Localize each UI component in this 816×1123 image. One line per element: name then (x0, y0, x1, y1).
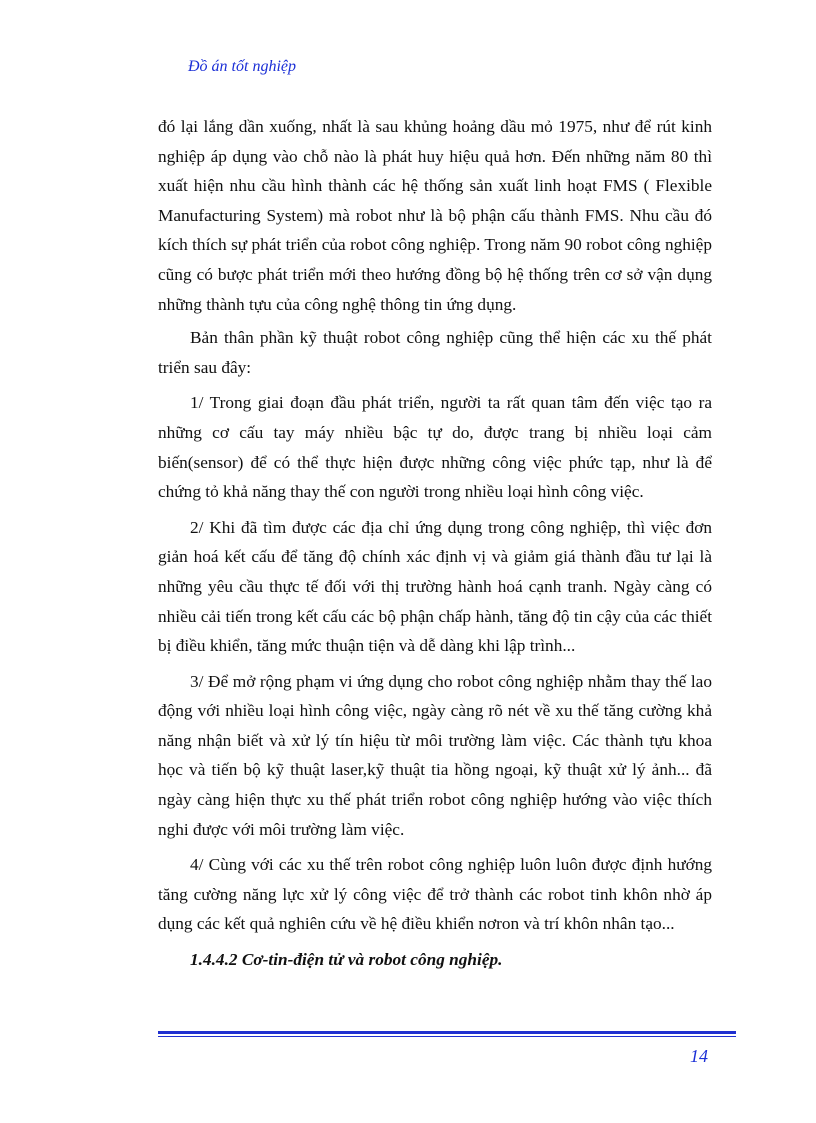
running-header: Đồ án tốt nghiệp (188, 58, 296, 75)
paragraph: Bản thân phần kỹ thuật robot công nghiệp cũng thể hiện các xu thế phát triển sau đây: (158, 328, 712, 377)
page-body (158, 112, 712, 975)
paragraph: 1/ Trong giai đoạn đầu phát triển, người ta rất quan tâm đến việc tạo ra những cơ cấu tay máy nhiều bậc tự do, được trang bị nhiều loại cảm biến(sensor) để có thể thực hiện được những công việc phức tạp, như là để chứng tỏ khả năng thay thế con người trong nhiều loại hình công việc. (158, 393, 712, 502)
section-heading: 1.4.4.2 Cơ-tin-điện tử và robot công nghiệp. (190, 950, 503, 970)
paragraph: đó lại lắng dần xuống, nhất là sau khủng hoảng dầu mỏ 1975, như để rút kinh nghiệp áp dụng vào chỗ nào là phát huy hiệu quả hơn. Đến những năm 80 thì xuất hiện nhu cầu hình thành các hệ thống sản xuất linh hoạt FMS ( Flexible Manufacturing System) mà robot như là bộ phận cấu thành FMS. Nhu cầu đó kích thích sự phát triển của robot công nghiệp. Trong năm 90 robot công nghiệp cũng có bược phát triển mới theo hướng đồng bộ hệ thống trên cơ sở vận dụng những thành tựu của công nghệ thông tin ứng dụng. (158, 117, 712, 314)
paragraph: 2/ Khi đã tìm được các địa chỉ ứng dụng trong công nghiệp, thì việc đơn giản hoá kết cấu để tăng độ chính xác định vị và giảm giá thành đầu tư lại là những yêu cầu thực tế đối với thị trường hành hoá cạnh tranh. Ngày càng có nhiều cải tiến trong kết cấu các bộ phận chấp hành, tăng độ tin cậy của các thiết bị điều khiển, tăng mức thuận tiện và dễ dàng khi lập trình... (158, 517, 712, 656)
footer-rule-thin (158, 1036, 736, 1037)
paragraph: 4/ Cùng với các xu thế trên robot công nghiệp luôn luôn được định hướng tăng cường năng lực xử lý công việc để trở thành các robot tinh khôn nhờ áp dụng các kết quả nghiên cứu về hệ điều khiển nơron và trí khôn nhân tạo... (158, 855, 712, 934)
page-number: 14 (690, 1046, 708, 1066)
footer-rule-thick (158, 1031, 736, 1034)
paragraph: 3/ Để mở rộng phạm vi ứng dụng cho robot công nghiệp nhằm thay thế lao động với nhiều loại hình công việc, ngày càng rõ nét về xu thế tăng cường khả năng nhận biết và xử lý tín hiệu từ môi trường làm việc. Các thành tựu khoa học và tiến bộ kỹ thuật laser,kỹ thuật tia hồng ngoại, kỹ thuật xử lý ảnh... đã ngày càng hiện thực xu thế phát triển robot công nghiệp hướng vào việc thích nghi được với môi trường làm việc. (158, 671, 712, 839)
